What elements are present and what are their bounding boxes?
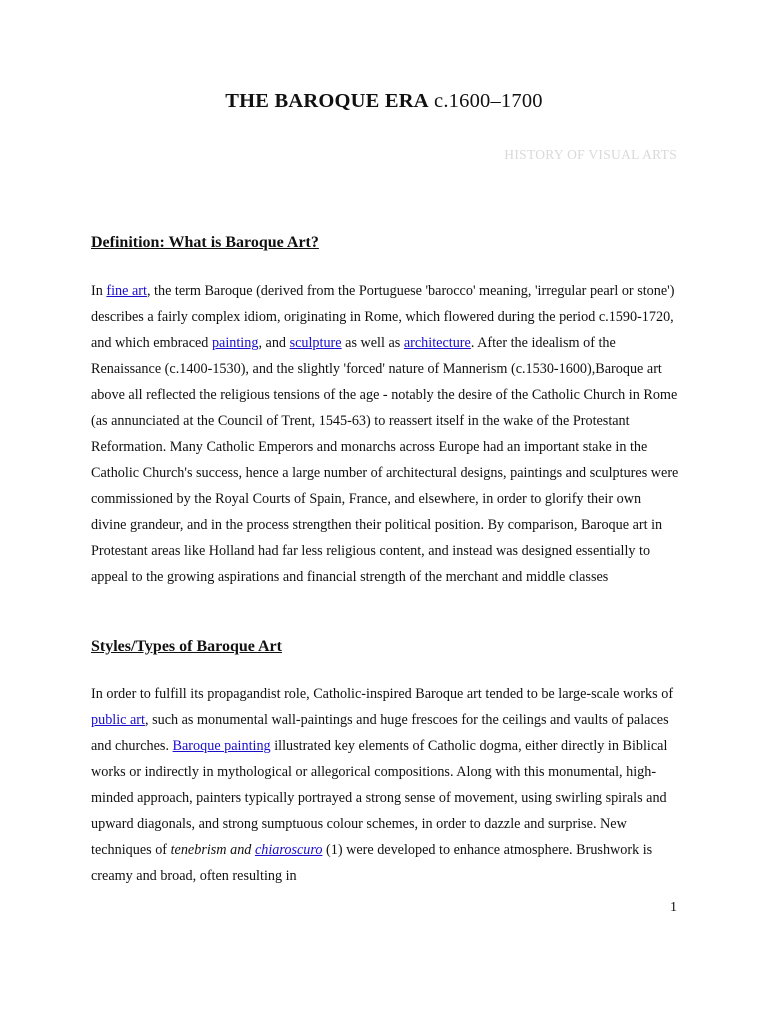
paragraph-text: , the term Baroque (derived from the Portuguese 'barocco' meaning, 'irregular pearl or stone') describes a fairly complex idiom, originating in Rome, which flowered during the period c.1590-1720, and which embraced xyxy=(91,283,675,351)
paragraph-text: In xyxy=(91,283,107,299)
link-public-art[interactable]: public art xyxy=(91,712,145,728)
running-header: HISTORY OF VISUAL ARTS xyxy=(504,147,677,162)
paragraph-text: , and xyxy=(258,335,290,351)
paragraph-styles xyxy=(91,681,679,889)
title-dates: c.1600–1700 xyxy=(428,90,543,112)
paragraph-text: as well as xyxy=(341,335,404,351)
section-heading-styles: Styles/Types of Baroque Art xyxy=(91,638,282,655)
paragraph-text: illustrated key elements of Catholic dogma, either directly in Biblical works or indirectly in mythological or allegorical compositions. Along with this monumental, high-minded approach, painters typically portrayed a strong sense of movement, using swirling spirals and upward diagonals, and strong sumptuous colour schemes, in order to dazzle and surprise. New techniques of xyxy=(91,738,668,858)
link-painting[interactable]: painting xyxy=(211,335,259,351)
paragraph-text: . After the idealism of the Renaissance (c.1400-1530), and the slightly 'forced' nature of Mannerism (c.1530-1600),Baroque art above all reflected the religious tensions of the age - notably the desire of the Catholic Church in Rome (as annunciated at the Council of Trent, 1545-63) to reassert itself in the wake of the Protestant Reformation. Many Catholic Emperors and monarchs across Europe had an important stake in the Catholic Church's success, hence a large number of architectural designs, paintings and sculptures were commissioned by the Royal Courts of Spain, France, and elsewhere, in order to glorify their own divine grandeur, and in the process strengthen their political position. By comparison, Baroque art in Protestant areas like Holland had far less religious content, and instead was designed essentially to appeal to the growing aspirations and financial strength of the merchant and middle classes xyxy=(91,335,679,585)
title-main: THE BAROQUE ERA xyxy=(225,90,429,112)
link-fine-art[interactable]: fine art xyxy=(106,283,147,299)
page-number: 1 xyxy=(670,900,677,915)
paragraph-definition xyxy=(91,278,679,590)
paragraph-text: (1) were developed to enhance atmosphere. Brushwork is creamy and broad, often resulting in xyxy=(91,842,653,884)
link-sculpture[interactable]: sculpture xyxy=(289,335,342,351)
paragraph-text: , such as monumental wall-paintings and huge frescoes for the ceilings and vaults of palaces and churches. xyxy=(91,712,669,754)
link-chiaroscuro[interactable] xyxy=(255,842,323,858)
link-architecture[interactable]: architecture xyxy=(403,335,471,351)
italic-chiaroscuro: chiaroscuro xyxy=(254,842,323,858)
paragraph-text: In order to fulfill its propagandist role, Catholic-inspired Baroque art tended to be large-scale works of xyxy=(91,686,674,702)
italic-tenebrism: tenebrism and xyxy=(170,842,255,858)
section-heading-definition: Definition: What is Baroque Art? xyxy=(91,234,319,251)
link-baroque-painting[interactable]: Baroque painting xyxy=(172,738,271,754)
document-title xyxy=(0,90,768,113)
